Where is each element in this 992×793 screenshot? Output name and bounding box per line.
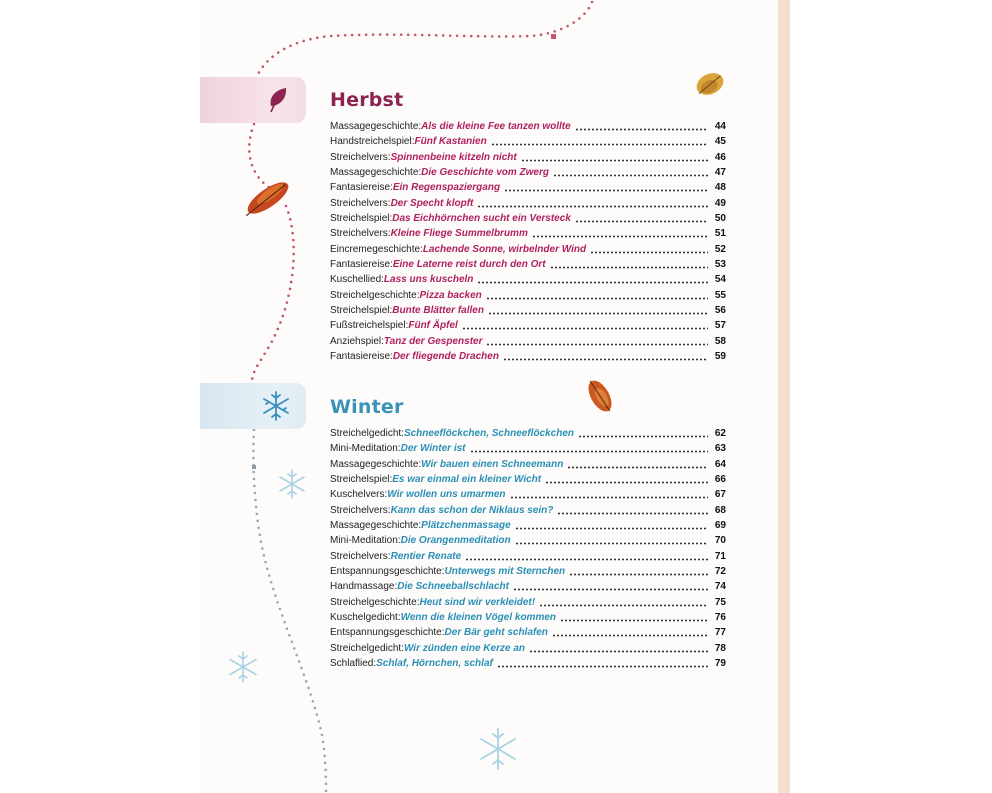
- toc-leader-dots: [560, 619, 708, 622]
- toc-entry-page: 71: [714, 550, 726, 562]
- toc-entry: [330, 272, 726, 287]
- toc-leader-dots: [515, 542, 708, 545]
- toc-entry-title: Der Specht klopft: [390, 197, 474, 209]
- toc-entry-title: Fünf Kastanien: [414, 136, 487, 148]
- toc-entry-title: Unterwegs mit Sternchen: [444, 565, 566, 577]
- toc-entry-page: 44: [714, 121, 726, 132]
- toc-entry: [330, 303, 726, 318]
- toc-entry-category: Massagegeschichte:: [330, 166, 422, 178]
- toc-entry-title: Wenn die kleinen Vögel kommen: [400, 611, 557, 623]
- toc-leader-dots: [539, 604, 708, 607]
- toc-entry-page: 54: [714, 274, 726, 286]
- toc-entry-title: Eine Laterne reist durch den Ort: [392, 258, 546, 270]
- toc-entry-category: Massagegeschichte:: [330, 519, 422, 531]
- toc-entry-page: 68: [714, 504, 726, 516]
- toc-leader-dots: [552, 634, 708, 637]
- toc-leader-dots: [590, 251, 708, 254]
- toc-entry: [330, 610, 726, 625]
- toc-entry-page: 64: [714, 458, 726, 470]
- toc-entry-page: 49: [714, 197, 726, 209]
- toc-entry-page: 58: [714, 335, 726, 347]
- toc-entry-page: 62: [714, 428, 726, 439]
- toc-entry-title: Ein Regenspaziergang: [392, 182, 501, 194]
- toc-entry: [330, 257, 726, 272]
- toc-entry-category: Streichelvers:: [330, 197, 391, 209]
- toc-entry-title: Lass uns kuscheln: [383, 274, 474, 286]
- toc-entry-page: 52: [714, 243, 726, 255]
- toc-entry-category: Entspannungsgeschichte:: [330, 627, 445, 639]
- toc-entry: [330, 441, 726, 456]
- toc-entry-category: Streichelvers:: [330, 550, 391, 562]
- toc-entry-title: Schneeflöckchen, Schneeflöckchen: [403, 428, 574, 439]
- toc-leader-dots: [575, 220, 708, 223]
- toc-entry: [330, 134, 726, 149]
- toc-entry-title: Schlaf, Hörnchen, schlaf: [376, 657, 493, 669]
- toc-entry: [330, 549, 726, 564]
- snowflake-icon: [260, 390, 292, 422]
- section-tab-winter: [200, 383, 306, 429]
- toc-leader-dots: [491, 143, 708, 146]
- toc-entry-page: 57: [714, 320, 726, 332]
- toc-leader-dots: [578, 435, 708, 438]
- toc-leader-dots: [557, 512, 708, 515]
- toc-entry-title: Heut sind wir verkleidet!: [419, 596, 536, 608]
- toc-entry-title: Wir bauen einen Schneemann: [421, 458, 564, 470]
- toc-entry-category: Streichelgedicht:: [330, 428, 404, 439]
- toc-leader-dots: [503, 358, 708, 361]
- toc-entry: [330, 579, 726, 594]
- toc-entry-category: Streichelvers:: [330, 228, 391, 240]
- toc-entry-category: Streichelspiel:: [330, 212, 393, 224]
- toc-entry-category: Streichelvers:: [330, 151, 391, 163]
- toc-leader-dots: [567, 466, 708, 469]
- toc-entry-category: Massagegeschichte:: [330, 121, 422, 132]
- toc-leader-dots: [477, 205, 708, 208]
- toc-entry: [330, 457, 726, 472]
- toc-entry: [330, 518, 726, 533]
- toc-entry-category: Mini-Meditation:: [330, 535, 401, 547]
- toc-entry: [330, 288, 726, 303]
- toc-entry: [330, 165, 726, 180]
- toc-entry-category: Fantasiereise:: [330, 258, 393, 270]
- toc-leader-dots: [521, 159, 708, 162]
- toc-leader-dots: [515, 527, 708, 530]
- toc-entry-category: Mini-Meditation:: [330, 443, 401, 455]
- toc-entry-page: 70: [714, 535, 726, 547]
- toc-entry-title: Die Schneeballschlacht: [397, 581, 509, 593]
- toc-entry: [330, 641, 726, 656]
- toc-entry-category: Streichelspiel:: [330, 473, 393, 485]
- toc-entry-category: Massagegeschichte:: [330, 458, 422, 470]
- toc-entry: [330, 564, 726, 579]
- toc-entry-title: Wir zünden eine Kerze an: [403, 642, 525, 654]
- section-title-winter: Winter: [330, 396, 404, 418]
- toc-leader-dots: [550, 266, 708, 269]
- toc-entry: [330, 426, 726, 441]
- toc-entry-page: 48: [714, 182, 726, 194]
- toc-entry-category: Streichelvers:: [330, 504, 391, 516]
- toc-entry-category: Schlaflied:: [330, 657, 377, 669]
- toc-leader-dots: [513, 588, 708, 591]
- toc-entry-title: Kleine Fliege Summelbrumm: [390, 228, 528, 240]
- toc-entry-category: Kuschelvers:: [330, 489, 388, 501]
- toc-entry-title: Bunte Blätter fallen: [392, 304, 484, 316]
- toc-entry: [330, 595, 726, 610]
- toc-entry: [330, 656, 726, 671]
- toc-entry-category: Streichelgeschichte:: [330, 596, 420, 608]
- leaf-icon: [266, 86, 292, 114]
- toc-entry-category: Streichelgeschichte:: [330, 289, 420, 301]
- toc-entry: [330, 196, 726, 211]
- toc-entry-category: Fantasiereise:: [330, 350, 393, 362]
- toc-entry-title: Der fliegende Drachen: [392, 350, 499, 362]
- toc-entry-category: Kuschellied:: [330, 274, 384, 286]
- toc-entry-title: Das Eichhörnchen sucht ein Versteck: [392, 212, 571, 224]
- toc-entry-page: 66: [714, 473, 726, 485]
- toc-list-winter: [330, 426, 726, 671]
- toc-entry-page: 50: [714, 212, 726, 224]
- toc-entry-page: 47: [714, 166, 726, 178]
- toc-leader-dots: [486, 343, 708, 346]
- toc-entry-page: 75: [714, 596, 726, 608]
- toc-entry-category: Streichelspiel:: [330, 304, 393, 316]
- toc-entry-page: 53: [714, 258, 726, 270]
- toc-entry-category: Fußstreichelspiel:: [330, 320, 409, 332]
- toc-entry-page: 78: [714, 642, 726, 654]
- toc-leader-dots: [575, 128, 708, 131]
- toc-entry-page: 76: [714, 611, 726, 623]
- toc-entry-title: Rentier Renate: [390, 550, 462, 562]
- toc-entry-page: 69: [714, 519, 726, 531]
- toc-entry-page: 74: [714, 581, 726, 593]
- toc-leader-dots: [510, 496, 708, 499]
- toc-entry-page: 77: [714, 627, 726, 639]
- toc-leader-dots: [497, 665, 708, 668]
- toc-leader-dots: [486, 297, 708, 300]
- section-tab-herbst: [200, 77, 306, 123]
- toc-entry-page: 72: [714, 565, 726, 577]
- toc-entry-category: Eincremegeschichte:: [330, 243, 423, 255]
- toc-entry: [330, 472, 726, 487]
- page-edge: [778, 0, 790, 793]
- toc-entry-category: Handstreichelspiel:: [330, 136, 415, 148]
- toc-leader-dots: [504, 189, 708, 192]
- toc-entry: [330, 533, 726, 548]
- toc-entry-title: Wir wollen uns umarmen: [387, 489, 506, 501]
- toc-entry-title: Die Geschichte vom Zwerg: [421, 166, 549, 178]
- toc-entry-category: Handmassage:: [330, 581, 398, 593]
- toc-leader-dots: [477, 281, 708, 284]
- toc-entry-title: Es war einmal ein kleiner Wicht: [392, 473, 542, 485]
- toc-entry-title: Tanz der Gespenster: [383, 335, 483, 347]
- section-title-herbst: Herbst: [330, 89, 404, 111]
- toc-entry-page: 46: [714, 151, 726, 163]
- toc-entry-title: Als die kleine Fee tanzen wollte: [421, 121, 571, 132]
- toc-entry-title: Pizza backen: [419, 289, 482, 301]
- toc-entry: [330, 349, 726, 364]
- toc-entry-title: Lachende Sonne, wirbelnder Wind: [422, 243, 587, 255]
- toc-leader-dots: [470, 450, 708, 453]
- toc-entry-title: Die Orangenmeditation: [400, 535, 511, 547]
- toc-entry: [330, 625, 726, 640]
- toc-entry: [330, 487, 726, 502]
- toc-entry: [330, 318, 726, 333]
- toc-entry: [330, 226, 726, 241]
- toc-leader-dots: [462, 327, 708, 330]
- toc-entry-page: 45: [714, 136, 726, 148]
- toc-entry-category: Streichelgedicht:: [330, 642, 404, 654]
- toc-entry-title: Kann das schon der Niklaus sein?: [390, 504, 554, 516]
- toc-entry-page: 55: [714, 289, 726, 301]
- toc-entry-title: Spinnenbeine kitzeln nicht: [390, 151, 517, 163]
- toc-entry-category: Fantasiereise:: [330, 182, 393, 194]
- toc-entry-title: Fünf Äpfel: [408, 320, 458, 332]
- toc-leader-dots: [529, 650, 708, 653]
- toc-leader-dots: [545, 481, 708, 484]
- toc-entry-category: Kuschelgedicht:: [330, 611, 401, 623]
- toc-entry-page: 67: [714, 489, 726, 501]
- toc-leader-dots: [532, 235, 708, 238]
- toc-entry-title: Plätzchenmassage: [421, 519, 511, 531]
- toc-entry-title: Der Bär geht schlafen: [444, 627, 548, 639]
- toc-entry: [330, 211, 726, 226]
- toc-entry: [330, 150, 726, 165]
- toc-entry: [330, 180, 726, 195]
- toc-entry-page: 56: [714, 304, 726, 316]
- toc-entry-page: 51: [714, 228, 726, 240]
- toc-leader-dots: [569, 573, 708, 576]
- toc-list-herbst: [330, 119, 726, 364]
- toc-entry-category: Entspannungsgeschichte:: [330, 565, 445, 577]
- toc-entry-category: Anziehspiel:: [330, 335, 384, 347]
- toc-entry: [330, 334, 726, 349]
- toc-entry-page: 59: [714, 350, 726, 362]
- toc-leader-dots: [465, 558, 708, 561]
- toc-leader-dots: [488, 312, 708, 315]
- toc-leader-dots: [553, 174, 708, 177]
- toc-entry-page: 79: [714, 657, 726, 669]
- toc-entry-title: Der Winter ist: [400, 443, 466, 455]
- toc-entry-page: 63: [714, 443, 726, 455]
- toc-entry: [330, 242, 726, 257]
- toc-entry: [330, 119, 726, 134]
- toc-entry: [330, 503, 726, 518]
